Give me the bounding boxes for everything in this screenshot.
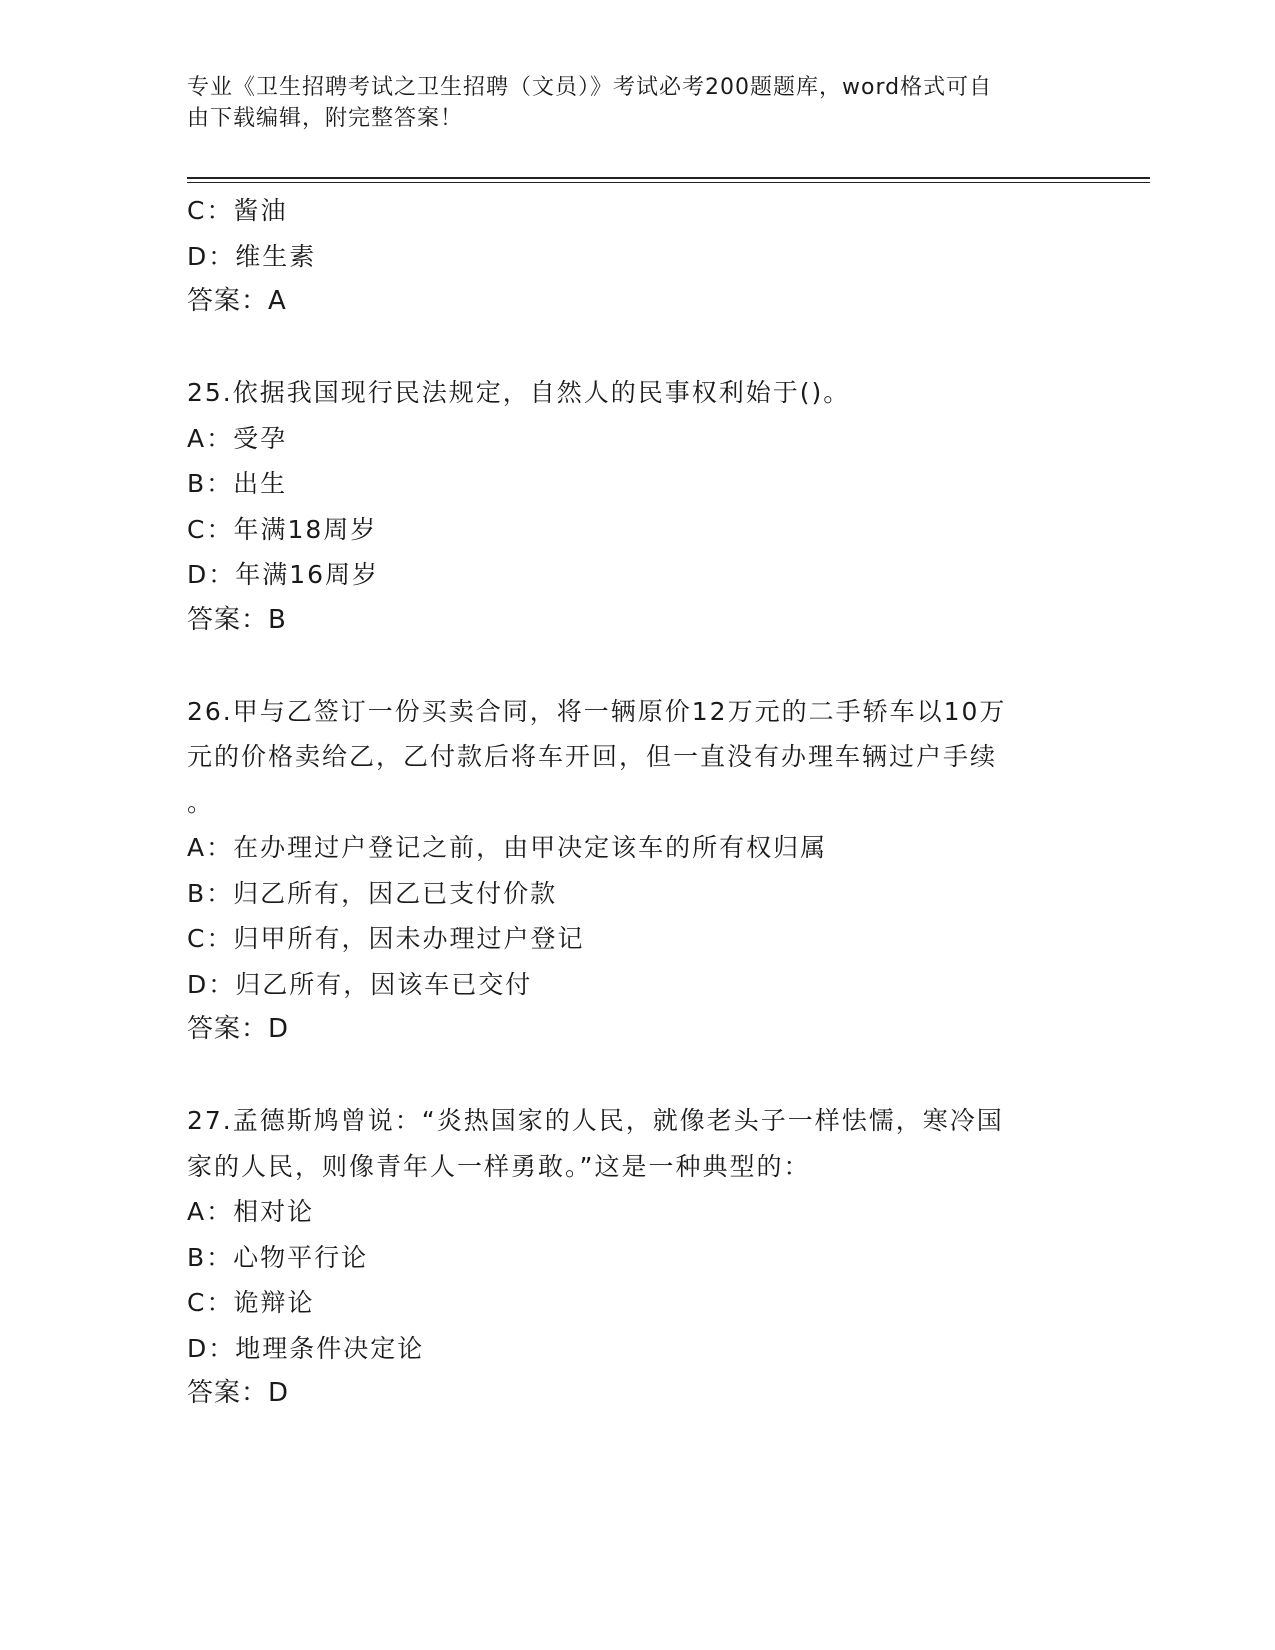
option-c: C：归甲所有，因未办理过户登记 xyxy=(187,924,585,953)
question-text: 25.依据我国现行民法规定，自然人的民事权利始于()。 xyxy=(187,378,851,407)
spacer xyxy=(187,325,1087,371)
header-line-2: 由下载编辑，附完整答案！ xyxy=(187,106,464,131)
question-text: 家的人民，则像青年人一样勇敢。”这是一种典型的： xyxy=(187,1151,811,1181)
question-text: 27.孟德斯鸠曾说：“炎热国家的人民，就像老头子一样怯懦，寒冷国 xyxy=(187,1106,1004,1135)
option-b: B：心物平行论 xyxy=(187,1242,369,1272)
question-content xyxy=(187,188,1087,1417)
option-d: D：归乙所有，因该车已交付 xyxy=(187,969,533,999)
answer-line: 答案：B xyxy=(187,604,287,635)
option-a: A：相对论 xyxy=(187,1197,315,1226)
option-a: A：受孕 xyxy=(187,423,288,453)
header-line-1: 专业《卫生招聘考试之卫生招聘（文员）》考试必考200题题库，word格式可自 xyxy=(187,75,993,100)
answer-line: 答案：D xyxy=(187,1014,290,1044)
option-b: B：出生 xyxy=(187,469,288,498)
header-divider-bottom xyxy=(187,182,1150,183)
option-c: C：诡辩论 xyxy=(187,1288,315,1317)
option-d: D：地理条件决定论 xyxy=(187,1333,425,1363)
answer-line: 答案：A xyxy=(187,286,287,316)
spacer xyxy=(187,643,1087,689)
question-block-27 xyxy=(187,1098,1087,1417)
spacer xyxy=(187,1053,1087,1099)
question-block-25 xyxy=(187,370,1087,643)
option-a: A：在办理过户登记之前，由甲决定该车的所有权归属 xyxy=(187,833,828,862)
question-text: 。 xyxy=(187,787,215,817)
question-block-prev xyxy=(187,188,1087,325)
option-d: D：年满16周岁 xyxy=(187,560,380,589)
question-text: 26.甲与乙签订一份买卖合同，将一辆原价12万元的二手轿车以10万 xyxy=(187,696,1007,726)
page-header xyxy=(187,72,1067,134)
question-block-26 xyxy=(187,689,1087,1053)
question-text: 元的价格卖给乙，乙付款后将车开回，但一直没有办理车辆过户手续 xyxy=(187,742,998,771)
option-b: B：归乙所有，因乙已支付价款 xyxy=(187,878,558,908)
answer-line: 答案：D xyxy=(187,1378,290,1408)
header-divider-top xyxy=(187,177,1150,179)
option-d: D：维生素 xyxy=(187,241,317,271)
option-c: C：年满18周岁 xyxy=(187,514,378,544)
option-c: C：酱油 xyxy=(187,196,288,225)
